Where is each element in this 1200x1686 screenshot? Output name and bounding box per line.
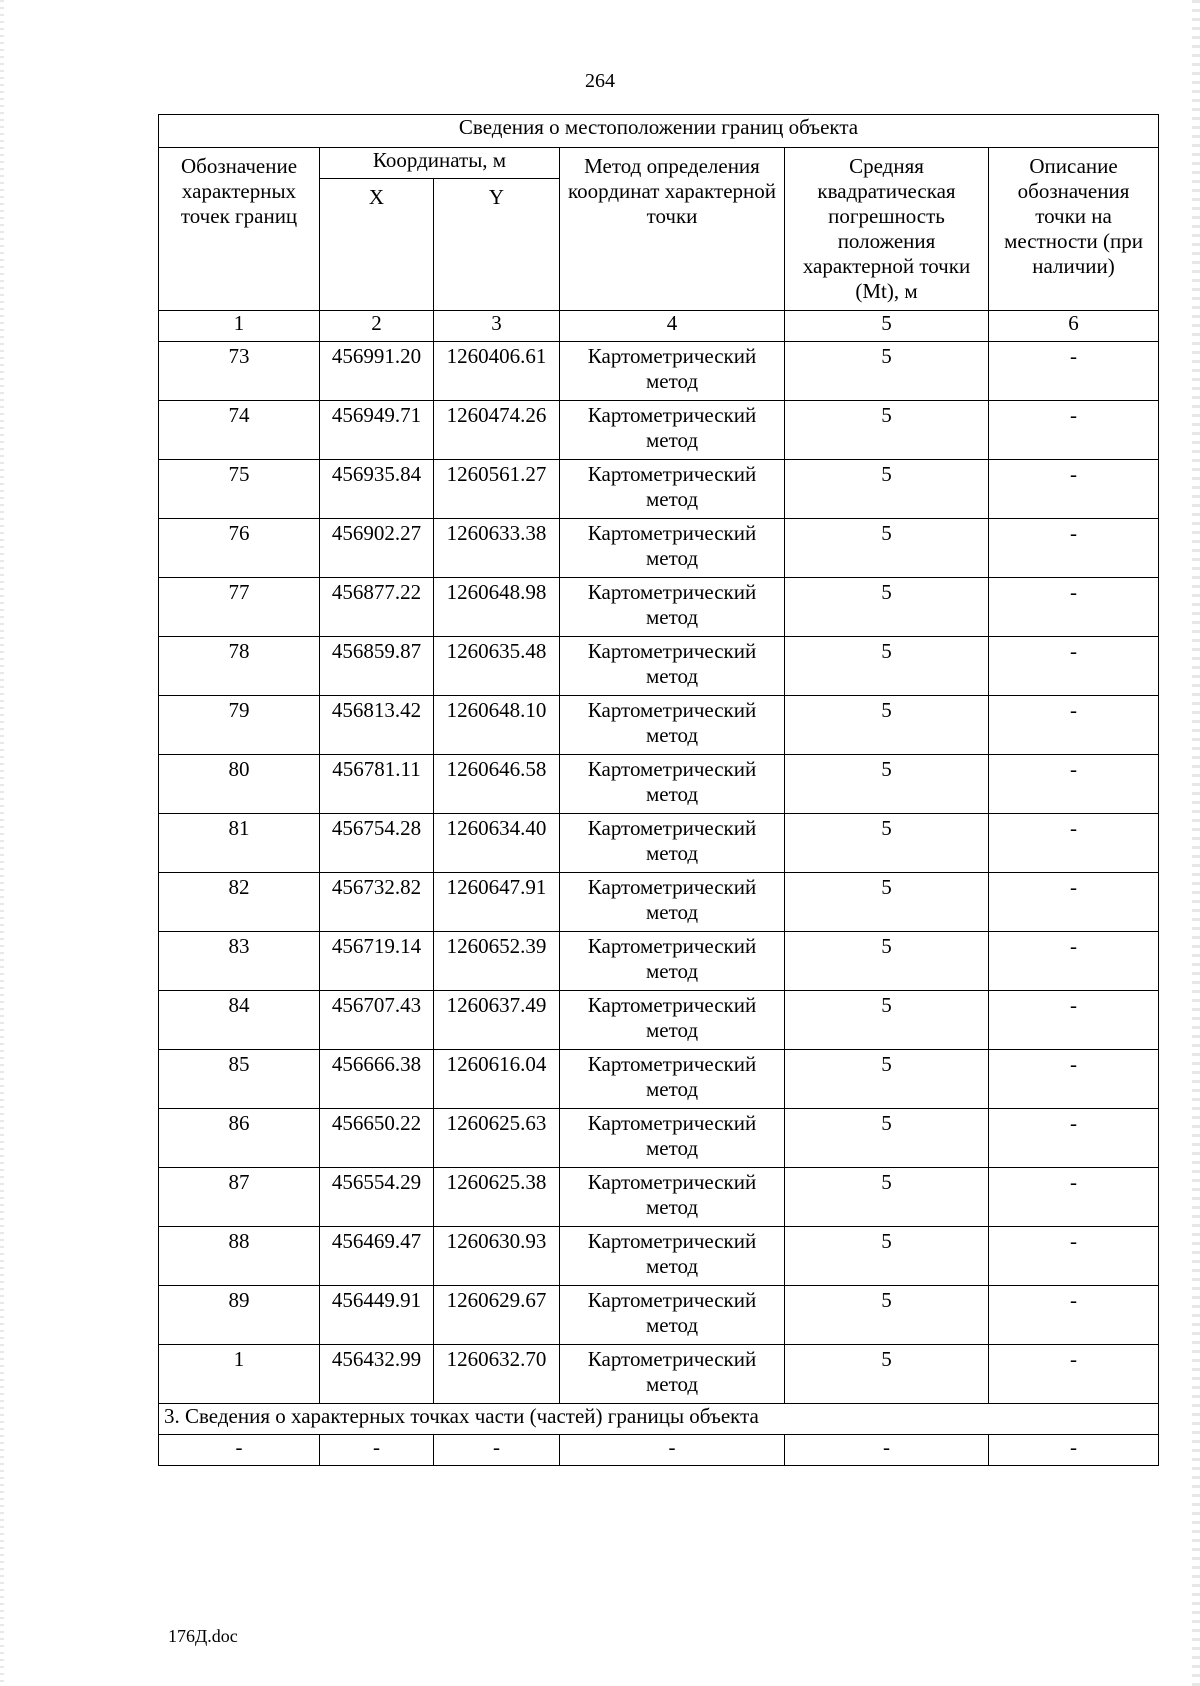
- section-3-cell: -: [434, 1435, 560, 1466]
- table-row: [159, 519, 1159, 578]
- y-cell: 1260630.93: [434, 1227, 560, 1286]
- method-cell: Картометрический метод: [560, 1286, 785, 1345]
- table-row: [159, 1227, 1159, 1286]
- error-cell: 5: [785, 1050, 989, 1109]
- table-row: [159, 991, 1159, 1050]
- table-row: [159, 1109, 1159, 1168]
- section-3-cell: -: [320, 1435, 434, 1466]
- y-cell: 1260637.49: [434, 991, 560, 1050]
- description-cell: -: [989, 755, 1159, 814]
- boundary-table-body: [159, 115, 1159, 1466]
- y-cell: 1260632.70: [434, 1345, 560, 1404]
- x-cell: 456732.82: [320, 873, 434, 932]
- point-cell: 78: [159, 637, 320, 696]
- header-method: Метод определения координат характерной точки: [560, 148, 785, 311]
- description-cell: -: [989, 873, 1159, 932]
- description-cell: -: [989, 1286, 1159, 1345]
- scan-edge-left: [0, 0, 4, 1686]
- error-cell: 5: [785, 991, 989, 1050]
- method-cell: Картометрический метод: [560, 1050, 785, 1109]
- method-cell: Картометрический метод: [560, 755, 785, 814]
- table-row: [159, 932, 1159, 991]
- y-cell: 1260648.10: [434, 696, 560, 755]
- point-cell: 89: [159, 1286, 320, 1345]
- x-cell: 456859.87: [320, 637, 434, 696]
- table-row: [159, 342, 1159, 401]
- x-cell: 456949.71: [320, 401, 434, 460]
- point-cell: 82: [159, 873, 320, 932]
- description-cell: -: [989, 932, 1159, 991]
- error-cell: 5: [785, 932, 989, 991]
- x-cell: 456902.27: [320, 519, 434, 578]
- y-cell: 1260634.40: [434, 814, 560, 873]
- x-cell: 456666.38: [320, 1050, 434, 1109]
- description-cell: -: [989, 696, 1159, 755]
- error-cell: 5: [785, 1227, 989, 1286]
- section-3-row: [159, 1435, 1159, 1466]
- point-cell: 76: [159, 519, 320, 578]
- section-3-cell: -: [785, 1435, 989, 1466]
- error-cell: 5: [785, 1286, 989, 1345]
- method-cell: Картометрический метод: [560, 1345, 785, 1404]
- method-cell: Картометрический метод: [560, 1109, 785, 1168]
- description-cell: -: [989, 1168, 1159, 1227]
- error-cell: 5: [785, 460, 989, 519]
- point-cell: 77: [159, 578, 320, 637]
- y-cell: 1260635.48: [434, 637, 560, 696]
- y-cell: 1260652.39: [434, 932, 560, 991]
- point-cell: 1: [159, 1345, 320, 1404]
- error-cell: 5: [785, 1109, 989, 1168]
- method-cell: Картометрический метод: [560, 696, 785, 755]
- error-cell: 5: [785, 637, 989, 696]
- method-cell: Картометрический метод: [560, 401, 785, 460]
- description-cell: -: [989, 460, 1159, 519]
- description-cell: -: [989, 814, 1159, 873]
- table-row: [159, 578, 1159, 637]
- boundary-table: [158, 114, 1159, 1466]
- page-number: 264: [585, 70, 615, 92]
- method-cell: Картометрический метод: [560, 991, 785, 1050]
- y-cell: 1260648.98: [434, 578, 560, 637]
- x-cell: 456719.14: [320, 932, 434, 991]
- method-cell: Картометрический метод: [560, 460, 785, 519]
- column-number-row: [159, 311, 1159, 342]
- y-cell: 1260625.63: [434, 1109, 560, 1168]
- error-cell: 5: [785, 578, 989, 637]
- header-point: Обозначение характерных точек границ: [159, 148, 320, 311]
- x-cell: 456991.20: [320, 342, 434, 401]
- table-row: [159, 1345, 1159, 1404]
- error-cell: 5: [785, 401, 989, 460]
- method-cell: Картометрический метод: [560, 814, 785, 873]
- point-cell: 81: [159, 814, 320, 873]
- method-cell: Картометрический метод: [560, 519, 785, 578]
- x-cell: 456650.22: [320, 1109, 434, 1168]
- table-row: [159, 1286, 1159, 1345]
- x-cell: 456707.43: [320, 991, 434, 1050]
- method-cell: Картометрический метод: [560, 1227, 785, 1286]
- error-cell: 5: [785, 755, 989, 814]
- x-cell: 456813.42: [320, 696, 434, 755]
- description-cell: -: [989, 991, 1159, 1050]
- section-3-cell: -: [560, 1435, 785, 1466]
- column-number: 1: [159, 311, 320, 342]
- error-cell: 5: [785, 1168, 989, 1227]
- method-cell: Картометрический метод: [560, 578, 785, 637]
- section-3-title: 3. Сведения о характерных точках части (частей) границы объекта: [159, 1404, 1159, 1435]
- error-cell: 5: [785, 696, 989, 755]
- method-cell: Картометрический метод: [560, 342, 785, 401]
- error-cell: 5: [785, 519, 989, 578]
- description-cell: -: [989, 342, 1159, 401]
- y-cell: 1260646.58: [434, 755, 560, 814]
- table-row: [159, 873, 1159, 932]
- table-row: [159, 814, 1159, 873]
- header-error: Средняя квадратическая погрешность положения характерной точки (Mt), м: [785, 148, 989, 311]
- x-cell: 456877.22: [320, 578, 434, 637]
- description-cell: -: [989, 519, 1159, 578]
- point-cell: 79: [159, 696, 320, 755]
- header-description: Описание обозначения точки на местности (при наличии): [989, 148, 1159, 311]
- table-title: Сведения о местоположении границ объекта: [159, 115, 1159, 148]
- header-y: Y: [434, 179, 560, 311]
- table-row: [159, 637, 1159, 696]
- y-cell: 1260629.67: [434, 1286, 560, 1345]
- point-cell: 86: [159, 1109, 320, 1168]
- y-cell: 1260406.61: [434, 342, 560, 401]
- column-number: 6: [989, 311, 1159, 342]
- error-cell: 5: [785, 1345, 989, 1404]
- point-cell: 84: [159, 991, 320, 1050]
- column-number: 2: [320, 311, 434, 342]
- point-cell: 75: [159, 460, 320, 519]
- column-number: 4: [560, 311, 785, 342]
- column-number: 3: [434, 311, 560, 342]
- x-cell: 456554.29: [320, 1168, 434, 1227]
- x-cell: 456469.47: [320, 1227, 434, 1286]
- column-number: 5: [785, 311, 989, 342]
- description-cell: -: [989, 1050, 1159, 1109]
- x-cell: 456754.28: [320, 814, 434, 873]
- description-cell: -: [989, 1227, 1159, 1286]
- description-cell: -: [989, 1345, 1159, 1404]
- point-cell: 80: [159, 755, 320, 814]
- section-3-cell: -: [159, 1435, 320, 1466]
- point-cell: 85: [159, 1050, 320, 1109]
- error-cell: 5: [785, 873, 989, 932]
- point-cell: 88: [159, 1227, 320, 1286]
- point-cell: 83: [159, 932, 320, 991]
- y-cell: 1260616.04: [434, 1050, 560, 1109]
- point-cell: 74: [159, 401, 320, 460]
- y-cell: 1260647.91: [434, 873, 560, 932]
- description-cell: -: [989, 637, 1159, 696]
- section-3-cell: -: [989, 1435, 1159, 1466]
- table-row: [159, 1050, 1159, 1109]
- x-cell: 456432.99: [320, 1345, 434, 1404]
- y-cell: 1260625.38: [434, 1168, 560, 1227]
- method-cell: Картометрический метод: [560, 932, 785, 991]
- header-coordinates: Координаты, м: [320, 148, 560, 179]
- table-row: [159, 1168, 1159, 1227]
- method-cell: Картометрический метод: [560, 873, 785, 932]
- table-row: [159, 755, 1159, 814]
- description-cell: -: [989, 578, 1159, 637]
- scan-edge-right: [1192, 0, 1200, 1686]
- x-cell: 456935.84: [320, 460, 434, 519]
- description-cell: -: [989, 401, 1159, 460]
- description-cell: -: [989, 1109, 1159, 1168]
- document-filename: 176Д.doc: [168, 1626, 238, 1646]
- x-cell: 456781.11: [320, 755, 434, 814]
- table-row: [159, 460, 1159, 519]
- y-cell: 1260633.38: [434, 519, 560, 578]
- error-cell: 5: [785, 342, 989, 401]
- table-row: [159, 401, 1159, 460]
- x-cell: 456449.91: [320, 1286, 434, 1345]
- method-cell: Картометрический метод: [560, 637, 785, 696]
- header-x: X: [320, 179, 434, 311]
- point-cell: 87: [159, 1168, 320, 1227]
- y-cell: 1260474.26: [434, 401, 560, 460]
- point-cell: 73: [159, 342, 320, 401]
- y-cell: 1260561.27: [434, 460, 560, 519]
- table-row: [159, 696, 1159, 755]
- method-cell: Картометрический метод: [560, 1168, 785, 1227]
- error-cell: 5: [785, 814, 989, 873]
